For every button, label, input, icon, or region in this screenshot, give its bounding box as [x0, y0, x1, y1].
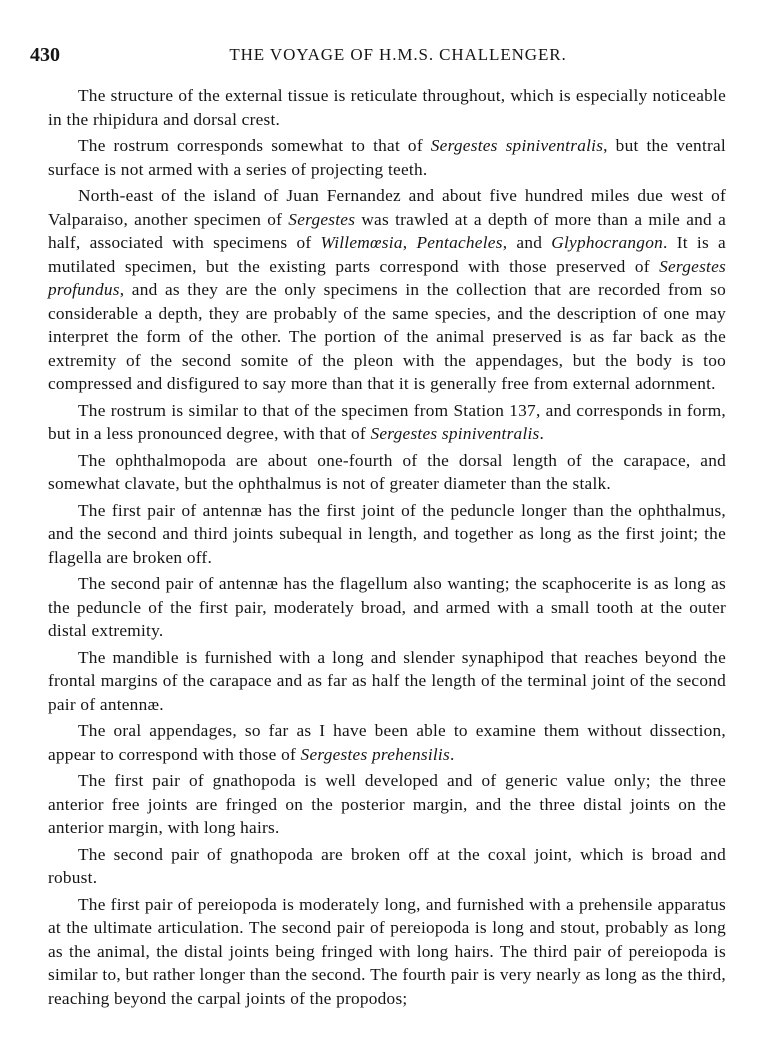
page-header: [0, 40, 776, 70]
text-run: The structure of the external tissue is reticulate throughout, which is especially noticeable in the rhipidura and dorsal crest.: [48, 86, 726, 129]
text-run: The ophthalmopoda are about one-fourth of the dorsal length of the carapace, and somewhat clavate, but the ophthalmus is not of greater diameter than the stalk.: [48, 450, 726, 493]
body-text: [48, 84, 726, 1013]
italic-text: Sergestes spiniventralis: [430, 136, 604, 155]
text-run: , but the ventral surface is not armed with a series of projecting teeth.: [48, 136, 726, 179]
italic-text: Sergestes spiniventralis: [370, 424, 540, 443]
paragraph: [48, 719, 726, 766]
text-run: .: [449, 744, 455, 764]
italic-text: Sergestes prehensilis: [300, 744, 450, 764]
paragraph: [48, 134, 726, 181]
paragraph: [48, 769, 726, 840]
text-run: The first pair of gnathopoda is well developed and of generic value only; the three anterior free joints are fringed on the posterior margin, and the three distal joints on the anterior margin, with long hairs.: [48, 771, 726, 837]
running-head: THE VOYAGE OF H.M.S. CHALLENGER.: [229, 45, 567, 64]
italic-text: Glyphocrangon: [551, 233, 663, 252]
text-run: The second pair of gnathopoda are broken off at the coxal joint, which is broad and robust.: [48, 844, 726, 887]
paragraph: [48, 843, 726, 890]
paragraph: [48, 499, 726, 570]
italic-text: Willemœsia: [320, 233, 403, 252]
text-run: The first pair of antennæ has the first joint of the peduncle longer than the ophthalmus, and the second and third joints subequal in length, and together as long as the first joint; the flagella are broken off.: [48, 500, 726, 567]
paragraph: [48, 399, 726, 446]
text-run: The mandible is furnished with a long and slender synaphipod that reaches beyond the frontal margins of the carapace and as far as half the length of the terminal joint of the second pair of antennæ.: [48, 647, 726, 714]
paragraph: [48, 646, 726, 717]
text-run: The rostrum is similar to that of the specimen from Station 137, and corresponds in form, but in a less pronounced degree, with that of: [48, 400, 726, 443]
text-run: ,: [402, 233, 417, 252]
italic-text: Sergestes: [288, 209, 356, 229]
text-run: .: [539, 424, 545, 443]
page-number: 430: [30, 44, 60, 66]
paragraph: [48, 84, 726, 131]
text-run: The rostrum corresponds somewhat to that of: [78, 136, 431, 155]
text-run: The first pair of pereiopoda is moderately long, and furnished with a prehensile apparatus at the ultimate articulation. The second pair of pereiopoda is long and stout, probably as long as the animal, the distal joints being fringed with long hairs. The third pair of pereiopoda is similar to, but rather longer than the second. The fourth pair is very nearly as long as the third, reaching beyond the carpal joints of the propodos;: [48, 894, 726, 1008]
text-run: , and: [502, 233, 552, 252]
paragraph: [48, 184, 726, 396]
text-run: was trawled at a depth of more than a mile and a half, associated with specimens of: [48, 209, 726, 252]
text-run: North-east of the island of Juan Fernandez and about five hundred miles due west of Valparaiso, another specimen of: [48, 186, 726, 229]
italic-text: Pentacheles: [416, 233, 503, 252]
text-run: The oral appendages, so far as I have been able to examine them without dissection, appear to correspond with those of: [48, 721, 726, 764]
paragraph: [48, 572, 726, 643]
text-run: . It is a mutilated specimen, but the existing parts correspond with those preserved of: [48, 233, 726, 276]
text-run: The second pair of antennæ has the flagellum also wanting; the scaphocerite is as long as the peduncle of the first pair, moderately broad, and armed with a small tooth at the outer distal extremity.: [48, 574, 726, 640]
italic-text: Sergestes profundus: [48, 256, 726, 299]
paragraph: [48, 449, 726, 496]
text-run: , and as they are the only specimens in the collection that are recorded from so considerable a depth, they are probably of the same species, and the description of one may interpret the form of the other. The portion of the animal preserved is as far back as the extremity of the second somite of the pleon with the appendages, but the body is too compressed and disfigured to say more than that it is generally free from external adornment.: [48, 280, 726, 393]
paragraph: [48, 893, 726, 1011]
